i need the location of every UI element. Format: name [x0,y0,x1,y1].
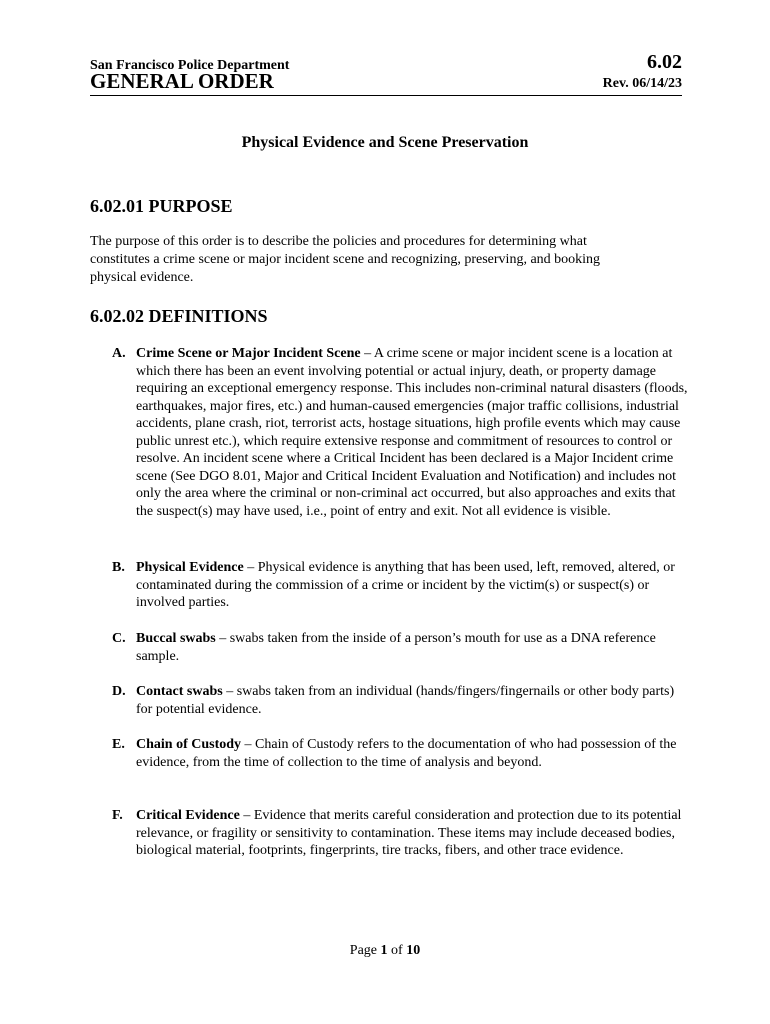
definition-letter: F. [112,808,123,823]
definition-letter: A. [112,346,126,361]
definitions-list [90,345,690,878]
definitions-heading: 6.02.02 DEFINITIONS [90,306,268,326]
definition-item [90,807,690,878]
purpose-heading: 6.02.01 PURPOSE [90,196,233,216]
purpose-paragraph: The purpose of this order is to describe the policies and procedures for determining what constitutes a crime scene or major incident scene and recognizing, preserving, and booking physical evidence. [90,234,601,285]
definition-term: Contact swabs [136,684,223,699]
page-label: Page [349,943,378,958]
definition-term: Physical Evidence [136,560,244,575]
definition-term: Crime Scene or Major Incident Scene [136,346,361,361]
definition-letter: E. [112,737,125,752]
definition-item [90,736,690,807]
definition-letter: D. [112,684,126,699]
definition-letter: C. [112,631,126,646]
document-type: GENERAL ORDER [90,69,274,93]
revision-date: Rev. 06/14/23 [602,76,682,91]
definition-text: – swabs taken from an individual (hands/fingers/fingernails or other body parts) for potential evidence. [136,684,675,717]
order-number: 6.02 [647,51,682,73]
definition-text: – Evidence that merits careful consideration and protection due to its potential relevance, or fragility or sensitivity to contamination. These items may include deceased bodies, biological material, footprints, fingerprints, tire tracks, fibers, and other trace evidence. [136,808,682,858]
definition-text: – swabs taken from the inside of a person’s mouth for use as a DNA reference sample. [136,631,656,664]
department-name: San Francisco Police Department [90,58,290,73]
definition-item [90,559,690,630]
page-footer [0,943,770,959]
page-total: 10 [406,943,421,958]
definition-text: – Physical evidence is anything that has been used, left, removed, altered, or contaminated during the commission of a crime or incident by the victim(s) or suspect(s) or involved parties. [136,560,675,610]
definition-term: Critical Evidence [136,808,240,823]
definition-item [90,683,690,736]
definition-term: Chain of Custody [136,737,242,752]
definition-item [90,345,690,559]
definition-text: – Chain of Custody refers to the documentation of who had possession of the evidence, from the time of collection to the time of analysis and beyond. [136,737,677,770]
page-current: 1 [380,943,388,958]
definition-item [90,630,690,683]
definition-letter: B. [112,560,125,575]
definition-text: – A crime scene or major incident scene is a location at which there has been an event involving potential or actual injury, death, or property damage requiring an exceptional emergency response. This includes non-criminal natural disasters (floods, earthquakes, major fires, etc.) and human-caused emergencies (major traffic collisions, industrial accidents, plane crash, riot, terrorist acts, hostage situations, high profile events which may cause public unrest etc.), which require extensive response and commitment of resources to control or resolve. An incident scene where a Critical Incident has been declared is a Major Incident crime scene (See DGO 8.01, Major and Critical Incident Evaluation and Notification) and includes not only the area where the criminal or non-criminal act occurred, but also approaches and exits that the suspect(s) may have used, i.e., point of entry and exit. Not all evidence is visible. [136,346,688,519]
definition-term: Buccal swabs [136,631,216,646]
header-bottom-row [90,71,682,96]
page-title: Physical Evidence and Scene Preservation [241,134,529,151]
page-of-label: of [391,943,403,958]
